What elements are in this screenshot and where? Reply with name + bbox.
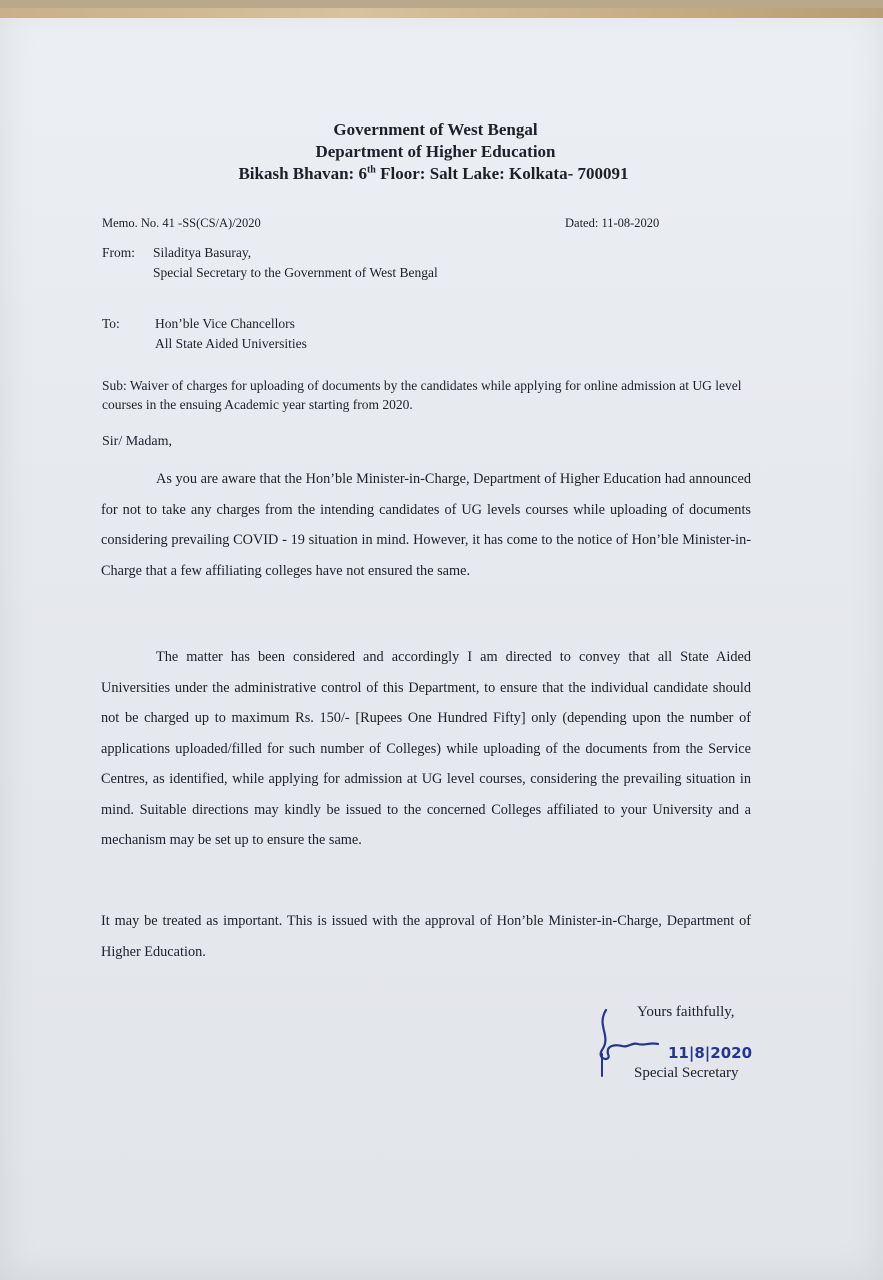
signature-date: 11|8|2020: [668, 1044, 753, 1062]
from-label: From:: [102, 245, 136, 260]
to-recipient-group: All State Aided Universities: [155, 336, 307, 351]
paragraph-1: As you are aware that the Hon’ble Minister-in-Charge, Department of Higher Education had announced for not to take any charges from the intending candidates of UG levels courses while uploading of documents considering prevailing COVID - 19 situation in mind. However, it has come to the notice of Hon’ble Minister-in-Charge that a few affiliating colleges have not ensured the same.: [101, 471, 751, 579]
memo-date: Dated: 11-08-2020: [565, 216, 660, 230]
header-government: Government of West Bengal: [333, 120, 538, 139]
header-address: Bikash Bhavan: 6th Floor: Salt Lake: Kolkata- 700091: [238, 164, 629, 183]
to-label: To:: [102, 316, 120, 331]
paragraph-3: It may be treated as important. This is issued with the approval of Hon’ble Minister-in-Charge, Department of Higher Education.: [101, 913, 751, 960]
background-strip: [0, 8, 883, 18]
subject-line: Sub: Waiver of charges for uploading of documents by the candidates while applying for online admission at UG level courses in the ensuing Academic year starting from 2020.: [102, 378, 742, 412]
header-department: Department of Higher Education: [315, 142, 556, 161]
signatory-designation: Special Secretary: [634, 1065, 739, 1081]
salutation: Sir/ Madam,: [102, 434, 172, 449]
paragraph-2: The matter has been considered and accordingly I am directed to convey that all State Aided Universities under the administrative control of this Department, to ensure that the individual candidate should not be charged up to maximum Rs. 150/- [Rupees One Hundred Fifty] only (depending upon the number of applications uploaded/filled for such number of Colleges) while uploading of the documents from the Service Centres, as identified, while applying for admission at UG level courses, considering the prevailing situation in mind. Suitable directions may kindly be issued to the concerned Colleges affiliated to your University and a mechanism may be set up to ensure the same.: [101, 649, 751, 848]
letter-page: [0, 8, 883, 1280]
from-name: Siladitya Basuray,: [153, 245, 252, 260]
closing-yours-faithfully: Yours faithfully,: [637, 1004, 735, 1020]
to-recipient: Hon’ble Vice Chancellors: [155, 316, 295, 331]
from-designation: Special Secretary to the Government of West Bengal: [153, 265, 438, 280]
memo-number: Memo. No. 41 -SS(CS/A)/2020: [102, 216, 261, 230]
